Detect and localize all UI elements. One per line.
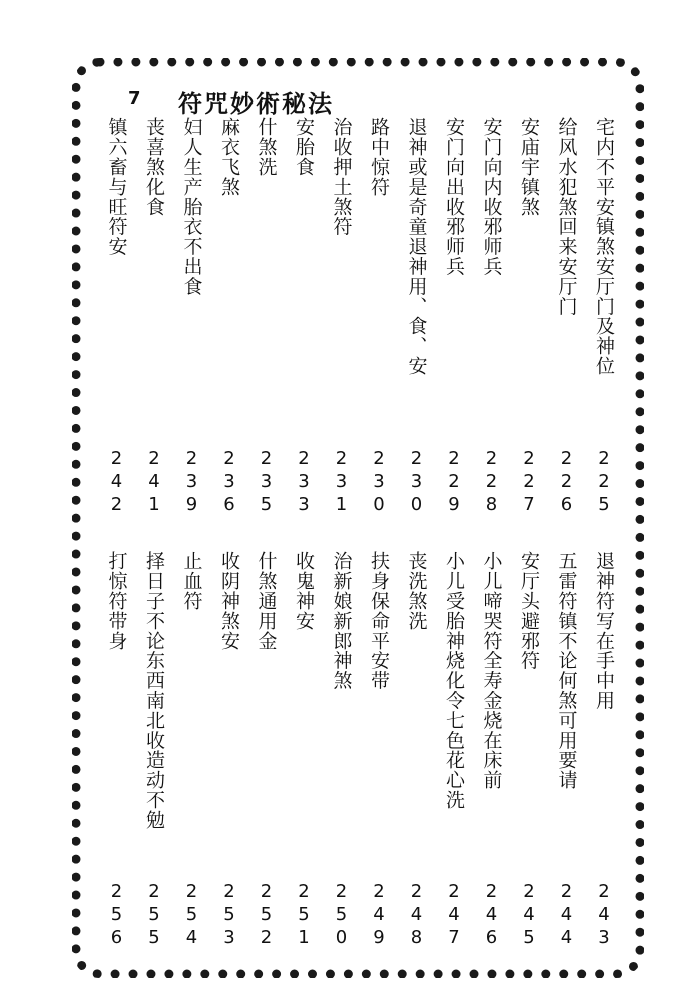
page-digit: 5	[148, 927, 160, 948]
toc-entry-page	[107, 880, 127, 949]
page-digit: 2	[260, 881, 273, 902]
toc-entry-page	[519, 880, 539, 949]
page-digit: 8	[485, 494, 498, 515]
toc-entry-title: 小儿受胎神烧化令七色花心洗	[443, 551, 465, 810]
page-digit: 2	[485, 881, 498, 902]
page-digit: 3	[298, 471, 310, 492]
page-digit: 2	[298, 881, 310, 902]
toc-entry-title: 镇六畜与旺符安	[105, 117, 128, 257]
page-digit: 2	[598, 881, 610, 902]
toc-entry-page	[407, 447, 427, 516]
page-digit: 2	[485, 448, 498, 469]
toc-entry-page	[257, 447, 277, 516]
page-digit: 4	[110, 471, 123, 492]
page-digit: 2	[260, 448, 273, 469]
page-digit: 3	[298, 494, 310, 515]
toc-entry-page	[519, 447, 539, 516]
toc-entry-title: 治收押土煞符	[330, 117, 353, 237]
page-digit: 2	[448, 881, 460, 902]
toc-entry-page	[294, 880, 314, 949]
page-digit: 2	[598, 448, 610, 469]
page-digit: 2	[335, 448, 348, 469]
toc-entry-page	[294, 447, 314, 516]
page-digit: 4	[373, 904, 385, 925]
page-digit: 3	[185, 471, 198, 492]
page-digit: 4	[410, 904, 423, 925]
toc-entry-title: 收阴神煞安	[218, 551, 240, 651]
toc-entry-title: 什煞洗	[255, 117, 278, 177]
toc-entry-page	[144, 447, 164, 516]
page-digit: 5	[148, 904, 160, 925]
page-digit: 2	[560, 448, 573, 469]
toc-entry-page	[444, 447, 464, 516]
page-digit: 9	[448, 494, 460, 515]
page-digit: 8	[410, 927, 423, 948]
toc-entry-page	[369, 447, 389, 516]
page-digit: 2	[560, 881, 573, 902]
toc-entry-page	[594, 880, 614, 949]
toc-entry-title: 五雷符镇不论何煞可用要请	[555, 551, 578, 790]
toc-entry-page	[557, 447, 577, 516]
toc-entry-page	[182, 447, 202, 516]
toc-entry-title: 择日子不论东西南北收造动不勉	[143, 551, 165, 830]
page-digit: 1	[335, 494, 348, 515]
page-digit: 2	[260, 927, 273, 948]
toc-entry-page	[257, 880, 277, 949]
page-digit: 2	[223, 881, 235, 902]
page-digit: 3	[410, 471, 423, 492]
page-digit: 3	[335, 471, 348, 492]
page-digit: 5	[223, 904, 235, 925]
toc-entry-page	[594, 447, 614, 516]
page-digit: 2	[485, 471, 498, 492]
page-digit: 0	[335, 927, 348, 948]
page-digit: 4	[448, 904, 460, 925]
page-digit: 1	[148, 494, 160, 515]
toc-entry-page	[219, 447, 239, 516]
toc-entry-page	[144, 880, 164, 949]
toc-entry-title: 退神或是奇童退神用、食、安	[405, 117, 428, 376]
toc-entry-title: 治新娘新郎神煞	[330, 551, 353, 691]
page-digit: 2	[185, 881, 198, 902]
page-title: 符咒妙術秘法	[178, 90, 334, 118]
page-digit: 2	[223, 448, 235, 469]
page-digit: 2	[110, 494, 123, 515]
toc-entry-title: 丧洗煞洗	[405, 551, 428, 631]
toc-entry-title: 宅内不平安镇煞安厅门及神位	[593, 117, 615, 376]
toc-entry-page	[482, 880, 502, 949]
page-digit: 2	[335, 881, 348, 902]
page-digit: 2	[410, 881, 423, 902]
toc-entry-page	[407, 880, 427, 949]
toc-entry-title: 止血符	[180, 551, 203, 611]
page-digit: 5	[523, 927, 535, 948]
toc-entry-title: 收鬼神安	[293, 551, 315, 631]
toc-entry-title: 给风水犯煞回来安厅门	[555, 117, 578, 316]
page-digit: 0	[410, 494, 423, 515]
page-digit: 2	[110, 448, 123, 469]
toc-entry-title: 安厅头避邪符	[518, 551, 540, 671]
page-digit: 7	[448, 927, 460, 948]
page-digit: 1	[298, 927, 310, 948]
toc-entry-title: 扶身保命平安带	[368, 551, 390, 691]
page-digit: 5	[110, 904, 123, 925]
page-digit: 5	[335, 904, 348, 925]
toc-entry-title: 退神符写在手中用	[593, 551, 615, 711]
page-digit: 3	[598, 927, 610, 948]
toc-entry-page	[369, 880, 389, 949]
page-digit: 2	[298, 448, 310, 469]
page-digit: 2	[523, 881, 535, 902]
page-digit: 2	[148, 881, 160, 902]
toc-entry-page	[182, 880, 202, 949]
toc-entry-page	[557, 880, 577, 949]
toc-entry-title: 打惊符带身	[105, 551, 128, 651]
page-digit: 4	[148, 471, 160, 492]
page-digit: 2	[410, 448, 423, 469]
page-digit: 6	[110, 927, 123, 948]
page-digit: 2	[523, 471, 535, 492]
toc-entry-page	[107, 447, 127, 516]
page-digit: 2	[185, 448, 198, 469]
page-digit: 7	[523, 494, 535, 515]
page-digit: 4	[523, 904, 535, 925]
toc-entry-page	[482, 447, 502, 516]
toc-entry-title: 小儿啼哭符全寿金烧在床前	[480, 551, 503, 790]
page-digit: 4	[598, 904, 610, 925]
page-digit: 6	[223, 494, 235, 515]
page-digit: 2	[560, 471, 573, 492]
toc-entry-page	[332, 880, 352, 949]
page-digit: 2	[523, 448, 535, 469]
page-digit: 3	[373, 471, 385, 492]
toc-entry-title: 安门向内收邪师兵	[480, 117, 503, 277]
page-digit: 5	[260, 494, 273, 515]
toc-entry-title: 路中惊符	[368, 117, 390, 197]
page-digit: 5	[260, 904, 273, 925]
page-digit: 5	[298, 904, 310, 925]
page-digit: 4	[185, 927, 198, 948]
toc-entry-page	[444, 880, 464, 949]
toc-entry-title: 麻衣飞煞	[218, 117, 240, 197]
page-digit: 2	[448, 471, 460, 492]
page-digit: 5	[185, 904, 198, 925]
page-number: 7	[128, 88, 141, 109]
toc-entry-title: 妇人生产胎衣不出食	[180, 117, 203, 297]
page-digit: 9	[373, 927, 385, 948]
page-digit: 3	[223, 471, 235, 492]
toc-entry-title: 什煞通用金	[255, 551, 278, 651]
page-digit: 6	[560, 494, 573, 515]
toc-entry-title: 安门向出收邪师兵	[443, 117, 465, 277]
page-digit: 4	[485, 904, 498, 925]
page-digit: 2	[148, 448, 160, 469]
page-digit: 4	[560, 904, 573, 925]
page-digit: 5	[598, 494, 610, 515]
toc-entry-title: 安庙宇镇煞	[518, 117, 540, 217]
toc-entry-page	[332, 447, 352, 516]
page-digit: 3	[260, 471, 273, 492]
page-digit: 0	[373, 494, 385, 515]
page-digit: 2	[448, 448, 460, 469]
page-digit: 3	[223, 927, 235, 948]
page-digit: 2	[373, 881, 385, 902]
page-digit: 2	[110, 881, 123, 902]
page-digit: 2	[373, 448, 385, 469]
page-digit: 9	[185, 494, 198, 515]
page-digit: 2	[598, 471, 610, 492]
toc-entry-title: 安胎食	[293, 117, 315, 177]
toc-entry-title: 丧喜煞化食	[143, 117, 165, 217]
page-digit: 4	[560, 927, 573, 948]
page-digit: 6	[485, 927, 498, 948]
toc-entry-page	[219, 880, 239, 949]
